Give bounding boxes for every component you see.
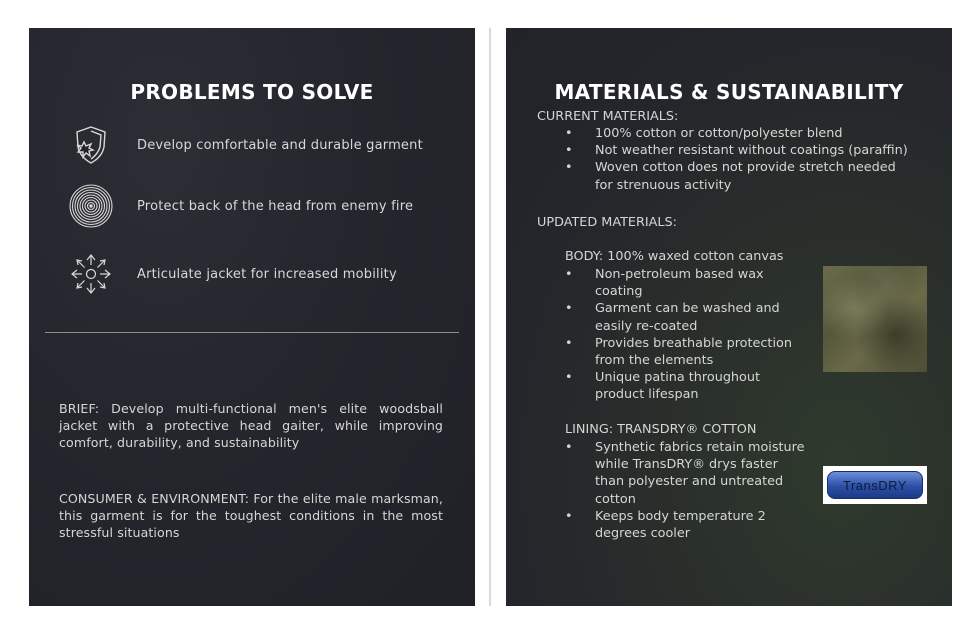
brief-paragraph: BRIEF: Develop multi-functional men's elite woodsball jacket with a protective head gaiter, while improving comfort, durability, and sustainability bbox=[59, 401, 443, 450]
concentric-target-icon bbox=[67, 182, 115, 230]
problem-item-1 bbox=[67, 121, 423, 169]
problem-item-3 bbox=[67, 250, 397, 298]
lining-header: LINING: TRANSDRY® COTTON bbox=[565, 422, 757, 437]
problem-text: Protect back of the head from enemy fire bbox=[137, 198, 414, 214]
body-header: BODY: 100% waxed cotton canvas bbox=[565, 249, 784, 264]
consumer-paragraph: CONSUMER & ENVIRONMENT: For the elite male marksman, this garment is for the toughest conditions in the most stressful situations bbox=[59, 491, 443, 540]
body-materials-list bbox=[565, 266, 813, 404]
problem-item-2 bbox=[67, 182, 413, 230]
list-item: • Synthetic fabrics retain moisture while TransDRY® drys faster than polyester and untreated cotton bbox=[565, 439, 805, 508]
shield-burst-icon bbox=[67, 121, 115, 169]
list-item: • Unique patina throughout product lifespan bbox=[565, 369, 795, 403]
transdry-logo-text: TransDRY bbox=[827, 471, 923, 499]
problems-panel bbox=[29, 28, 475, 606]
lining-materials-list bbox=[565, 439, 813, 542]
list-item: • Garment can be washed and easily re-coated bbox=[565, 300, 795, 334]
current-materials-list bbox=[565, 125, 935, 194]
materials-panel bbox=[506, 28, 952, 606]
list-item: • Not weather resistant without coatings (paraffin) bbox=[565, 142, 935, 159]
panel-divider bbox=[489, 28, 491, 606]
problem-text: Develop comfortable and durable garment bbox=[137, 137, 423, 153]
problem-text: Articulate jacket for increased mobility bbox=[137, 266, 397, 282]
list-item: • Provides breathable protection from the elements bbox=[565, 335, 811, 369]
transdry-logo bbox=[823, 466, 927, 504]
materials-title: MATERIALS & SUSTAINABILITY bbox=[554, 80, 904, 104]
list-item: • Non-petroleum based wax coating bbox=[565, 266, 775, 300]
waxed-canvas-swatch-image bbox=[823, 266, 927, 372]
section-divider bbox=[45, 332, 459, 333]
radiating-arrows-icon bbox=[67, 250, 115, 298]
list-item: • Woven cotton does not provide stretch needed for strenuous activity bbox=[565, 159, 907, 193]
current-materials-header: CURRENT MATERIALS: bbox=[537, 109, 679, 124]
list-item: • 100% cotton or cotton/polyester blend bbox=[565, 125, 935, 142]
updated-materials-header: UPDATED MATERIALS: bbox=[537, 215, 677, 230]
problems-title: PROBLEMS TO SOLVE bbox=[130, 80, 374, 104]
list-item: • Keeps body temperature 2 degrees cooler bbox=[565, 508, 805, 542]
